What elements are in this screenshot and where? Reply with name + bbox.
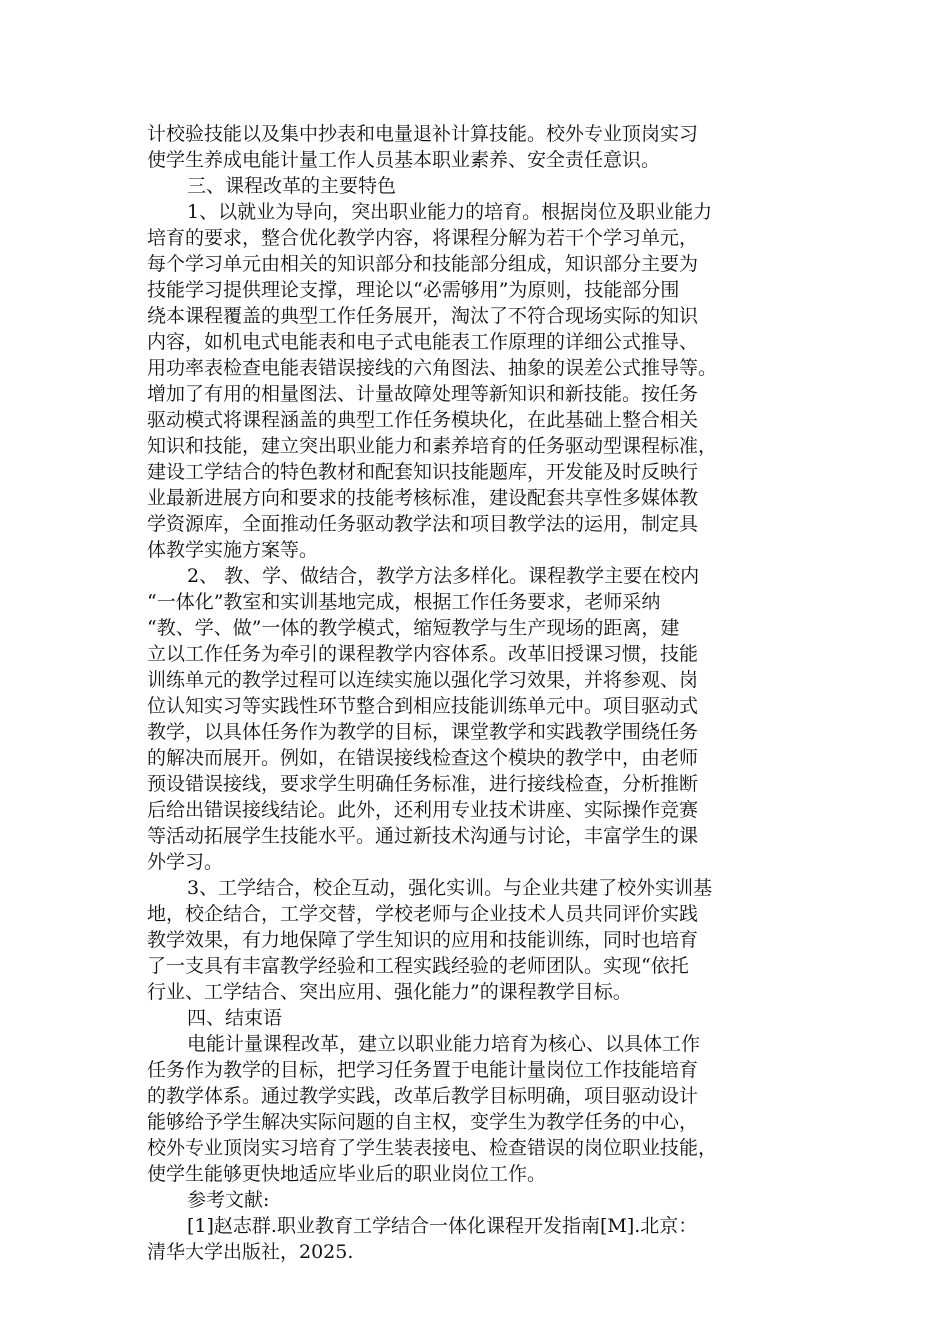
text-line: 计校验技能以及集中抄表和电量退补计算技能。校外专业顶岗实习	[147, 123, 699, 145]
text-line: 业最新进展方向和要求的技能考核标准，建设配套共享性多媒体教	[147, 487, 699, 509]
text-line: 驱动模式将课程涵盖的典型工作任务模块化，在此基础上整合相关	[147, 409, 699, 431]
text-line: 了一支具有丰富教学经验和工程实践经验的老师团队。实现“依托	[147, 955, 689, 977]
text-line: 每个学习单元由相关的知识部分和技能部分组成，知识部分主要为	[147, 253, 699, 275]
text-line: 三、课程改革的主要特色	[187, 175, 397, 197]
text-line: 建设工学结合的特色教材和配套知识技能题库，开发能及时反映行	[147, 461, 699, 483]
text-line: 培育的要求，整合优化教学内容，将课程分解为若干个学习单元，	[147, 227, 699, 249]
text-line: 立以工作任务为牵引的课程教学内容体系。改革旧授课习惯，技能	[147, 643, 699, 665]
text-line: 等活动拓展学生技能水平。通过新技术沟通与讨论，丰富学生的课	[147, 825, 699, 847]
text-line: 后给出错误接线结论。此外，还利用专业技术讲座、实际操作竞赛	[147, 799, 699, 821]
text-line: 学资源库，全面推动任务驱动教学法和项目教学法的运用，制定具	[147, 513, 699, 535]
text-line: 预设错误接线，要求学生明确任务标准，进行接线检查，分析推断	[147, 773, 699, 795]
text-line: 参考文献:	[187, 1189, 270, 1211]
text-line: 内容，如机电式电能表和电子式电能表工作原理的详细公式推导、	[147, 331, 699, 353]
text-line: 外学习。	[147, 851, 224, 873]
text-line: 使学生能够更快地适应毕业后的职业岗位工作。	[147, 1163, 547, 1185]
text-line: 2、 教、学、做结合，教学方法多样化。课程教学主要在校内	[187, 565, 700, 587]
text-line: 知识和技能，建立突出职业能力和素养培育的任务驱动型课程标准，	[147, 435, 718, 457]
text-line: “教、学、做”一体的教学模式，缩短教学与生产现场的距离，建	[147, 617, 680, 639]
text-line: 3、工学结合，校企互动，强化实训。与企业共建了校外实训基	[187, 877, 713, 899]
text-line: 位认知实习等实践性环节整合到相应技能训练单元中。项目驱动式	[147, 695, 699, 717]
text-line: 电能计量课程改革，建立以职业能力培育为核心、以具体工作	[187, 1033, 701, 1055]
text-line: [1]赵志群.职业教育工学结合一体化课程开发指南[M].北京：	[187, 1215, 698, 1237]
text-line: 任务作为教学的目标，把学习任务置于电能计量岗位工作技能培育	[147, 1059, 699, 1081]
text-line: 清华大学出版社，2025.	[147, 1241, 354, 1263]
text-line: 教学，以具体任务作为教学的目标，课堂教学和实践教学围绕任务	[147, 721, 699, 743]
text-line: 1、以就业为导向，突出职业能力的培育。根据岗位及职业能力	[187, 201, 713, 223]
text-line: 技能学习提供理论支撑，理论以“必需够用”为原则，技能部分围	[147, 279, 680, 301]
text-line: 的解决而展开。例如，在错误接线检查这个模块的教学中，由老师	[147, 747, 699, 769]
text-line: 的教学体系。通过教学实践，改革后教学目标明确，项目驱动设计	[147, 1085, 699, 1107]
text-line: 使学生养成电能计量工作人员基本职业素养、安全责任意识。	[147, 149, 661, 171]
text-line: 教学效果，有力地保障了学生知识的应用和技能训练，同时也培育	[147, 929, 699, 951]
text-line: “一体化”教室和实训基地完成，根据工作任务要求，老师采纳	[147, 591, 661, 613]
text-line: 用功率表检查电能表错误接线的六角图法、抽象的误差公式推导等。	[147, 357, 718, 379]
text-line: 能够给予学生解决实际问题的自主权，变学生为教学任务的中心，	[147, 1111, 699, 1133]
document-body	[147, 121, 815, 1265]
text-line: 体教学实施方案等。	[147, 539, 319, 561]
text-line: 增加了有用的相量图法、计量故障处理等新知识和新技能。按任务	[147, 383, 699, 405]
text-line: 训练单元的教学过程可以连续实施以强化学习效果，并将参观、岗	[147, 669, 699, 691]
text-line: 地，校企结合，工学交替，学校老师与企业技术人员共同评价实践	[147, 903, 699, 925]
text-line: 绕本课程覆盖的典型工作任务展开，淘汰了不符合现场实际的知识	[147, 305, 699, 327]
text-line: 四、结束语	[187, 1007, 283, 1029]
text-line: 行业、工学结合、突出应用、强化能力”的课程教学目标。	[147, 981, 632, 1003]
text-line: 校外专业顶岗实习培育了学生装表接电、检查错误的岗位职业技能，	[147, 1137, 718, 1159]
